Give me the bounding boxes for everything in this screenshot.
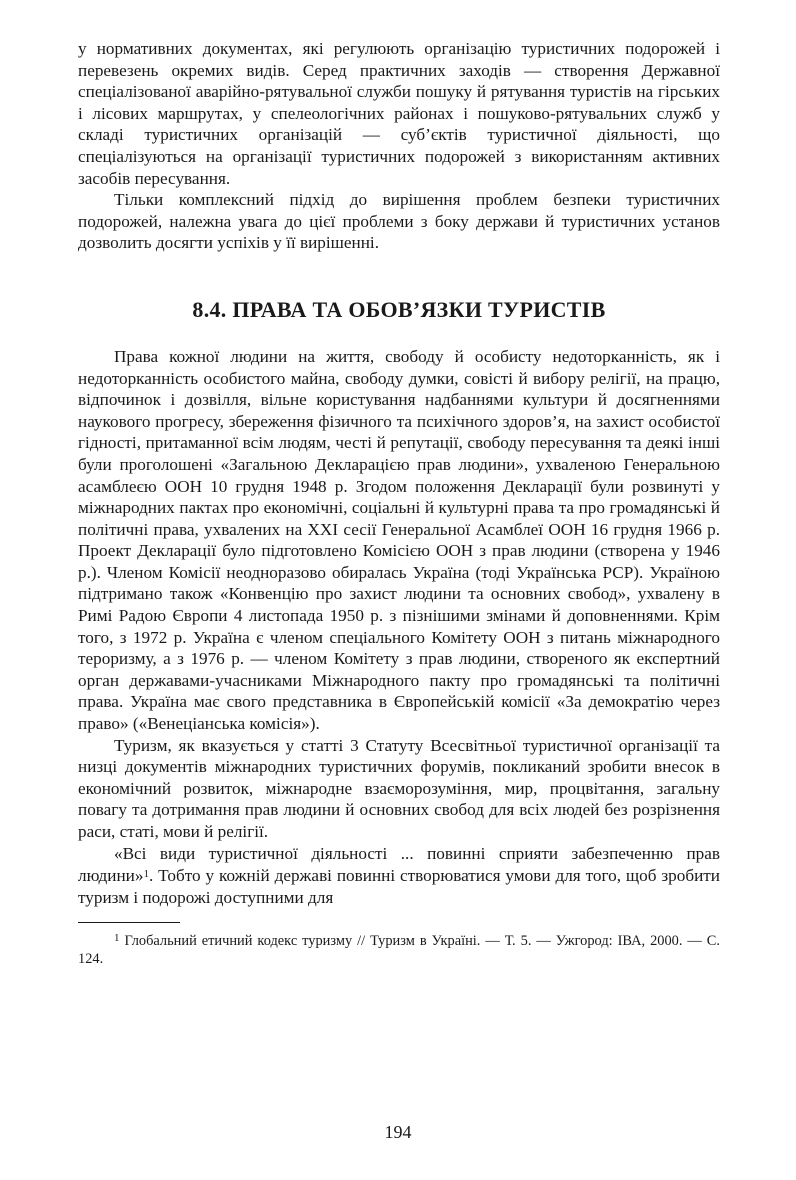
paragraph-4: Туризм, як вказується у статті 3 Статуту Всесвітньої туристичної організації та низці документів міжнародних туристичних форумів, покликаний зробити внесок в економічний розвиток, міжнародне взаєморозуміння, мир, процвітання, загальну повагу та дотримання прав людини й основних свобод для всіх людей без розрізнення раси, статі, мови й релігії.: [78, 735, 720, 841]
footnote-divider: [78, 922, 180, 923]
footnote: [78, 929, 720, 968]
paragraph-2: Тільки комплексний підхід до вирішення проблем безпеки туристичних подорожей, належна увага до цієї проблеми з боку держави й туристичних установ дозволить досягти успіхів у її вирішенні.: [78, 190, 720, 253]
paragraph-1: у нормативних документах, які регулюють організацію туристичних подорожей і перевезень окремих видів. Серед практичних заходів — створення Державної спеціалізованої аварійно-рятувальної служби пошуку й рятування туристів на гірських і лісових маршрутах, у спелеологічних районах і пошуково-рятувальних служб у складі туристичних організацій — суб’єктів туристичної діяльності, що спеціалізуються на організації туристичних подорожей з використанням активних засобів пересування.: [78, 39, 720, 188]
footnote-marker: 1: [114, 932, 120, 945]
footnote-reference: 1: [143, 868, 149, 881]
paragraph-5: [78, 843, 720, 909]
paragraph-5-start: «Всі види туристичної діяльності ... повинні сприяти забезпеченню прав людини»: [78, 843, 720, 886]
paragraph-3: Права кожної людини на життя, свободу й особисту недоторканність, як і недоторканність особистого майна, свободу думки, совісті й вибору релігії, на працю, відпочинок і дозвілля, вільне користування надбаннями культури й досягненнями наукового прогресу, збереження фізичного та психічного здоров’я, на захист особистої гідності, притаманної всім людям, честі й репутації, свободу пересування та деякі інші були проголошені «Загальною Декларацією прав людини», ухваленою Генеральною асамблеєю ООН 10 грудня 1948 р. Згодом положення Декларації були розвинуті у міжнародних пактах про економічні, соціальні й культурні права та про громадянські й політичні права, ухвалених на XXI сесії Генеральної Асамблеї ООН 16 грудня 1966 р. Проект Декларації було підготовлено Комісією ООН з прав людини (створена у 1946 р.). Членом Комісії неодноразово обиралась Україна (тоді Українська РСР). Україною підтримано також «Конвенцію про захист людини та основних свобод», ухвалену в Римі Радою Європи 4 листопада 1950 р. з пізнішими змінами й доповненнями. Крім того, з 1972 р. Україна є членом спеціального Комітету ООН з питань міжнародного тероризму, а з 1976 р. — членом Комітету з прав людини, створеного як експертний орган державами-учасниками Міжнародного пакту про громадянські та політичні права. Україна має свого представника в Європейській комісії «За демократію через право» («Венеціанська комісія»).: [78, 346, 720, 734]
section-heading: 8.4. ПРАВА ТА ОБОВ’ЯЗКИ ТУРИСТІВ: [192, 296, 606, 322]
paragraph-5-end: . Тобто у кожній державі повинні створюватися умови для того, щоб зробити туризм і подорожі доступними для: [78, 866, 720, 907]
page-number: 194: [384, 1122, 412, 1142]
footnote-text: Глобальний етичний кодекс туризму // Туризм в Україні. — Т. 5. — Ужгород: ІВА, 2000. — С. 124.: [78, 933, 720, 968]
page-body: [78, 38, 720, 968]
